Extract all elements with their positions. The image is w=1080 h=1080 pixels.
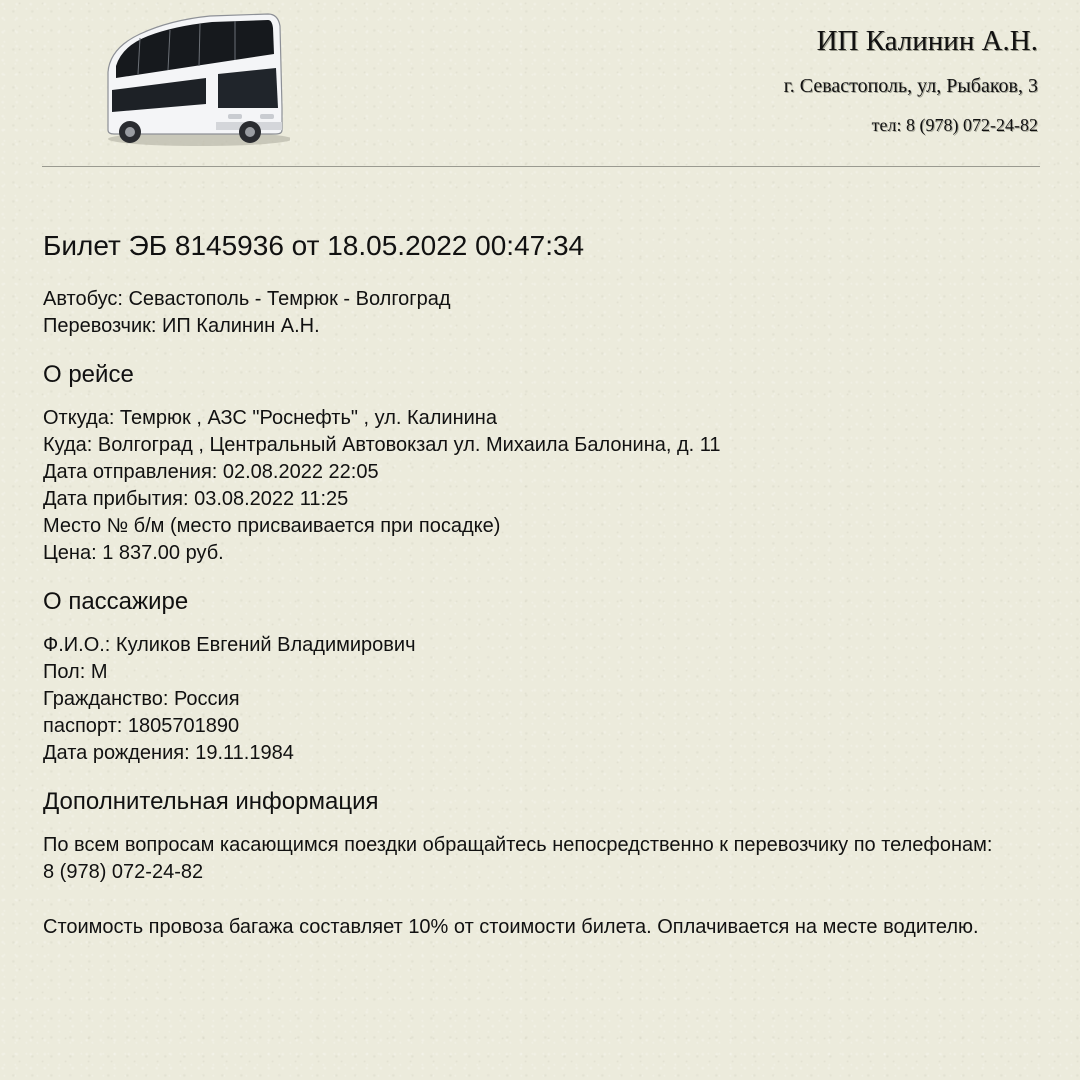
trip-from: Откуда: Темрюк , АЗС "Роснефть" , ул. Калинина (43, 407, 497, 429)
bus-route: Автобус: Севастополь - Темрюк - Волгоград (43, 288, 451, 310)
company-address: г. Севастополь, ул, Рыбаков, 3 (783, 75, 1038, 97)
company-phone: тел: 8 (978) 072-24-82 (871, 115, 1038, 135)
passenger-name: Ф.И.О.: Куликов Евгений Владимирович (43, 634, 416, 656)
passenger-passport: паспорт: 1805701890 (43, 715, 240, 737)
trip-section-heading: О рейсе (43, 361, 134, 388)
passenger-sex: Пол: М (43, 661, 108, 683)
ticket-title: Билет ЭБ 8145936 от 18.05.2022 00:47:34 (43, 230, 585, 261)
header-divider (42, 166, 1040, 167)
header (0, 0, 1080, 168)
company-name: ИП Калинин А.Н. (816, 25, 1038, 57)
trip-departure: Дата отправления: 02.08.2022 22:05 (43, 461, 379, 483)
carrier: Перевозчик: ИП Калинин А.Н. (43, 315, 320, 337)
trip-seat: Место № б/м (место присваивается при посадке) (43, 515, 501, 537)
company-info (784, 24, 1038, 136)
bus-icon (100, 8, 290, 148)
trip-to: Куда: Волгоград , Центральный Автовокзал ул. Михаила Балонина, д. 11 (43, 434, 721, 456)
additional-contact: По всем вопросам касающимся поездки обращайтесь непосредственно к перевозчику по телефонам: 8 (978) 072-24-82 (43, 834, 993, 883)
additional-baggage: Стоимость провоза багажа составляет 10% от стоимости билета. Оплачивается на месте водителю. (43, 916, 979, 938)
trip-arrival: Дата прибытия: 03.08.2022 11:25 (43, 488, 349, 510)
ticket-content (43, 226, 1033, 969)
passenger-citizenship: Гражданство: Россия (43, 688, 240, 710)
additional-section-heading: Дополнительная информация (43, 788, 379, 815)
passenger-section-heading: О пассажире (43, 588, 189, 615)
trip-price: Цена: 1 837.00 руб. (43, 542, 224, 564)
passenger-birthdate: Дата рождения: 19.11.1984 (43, 742, 294, 764)
